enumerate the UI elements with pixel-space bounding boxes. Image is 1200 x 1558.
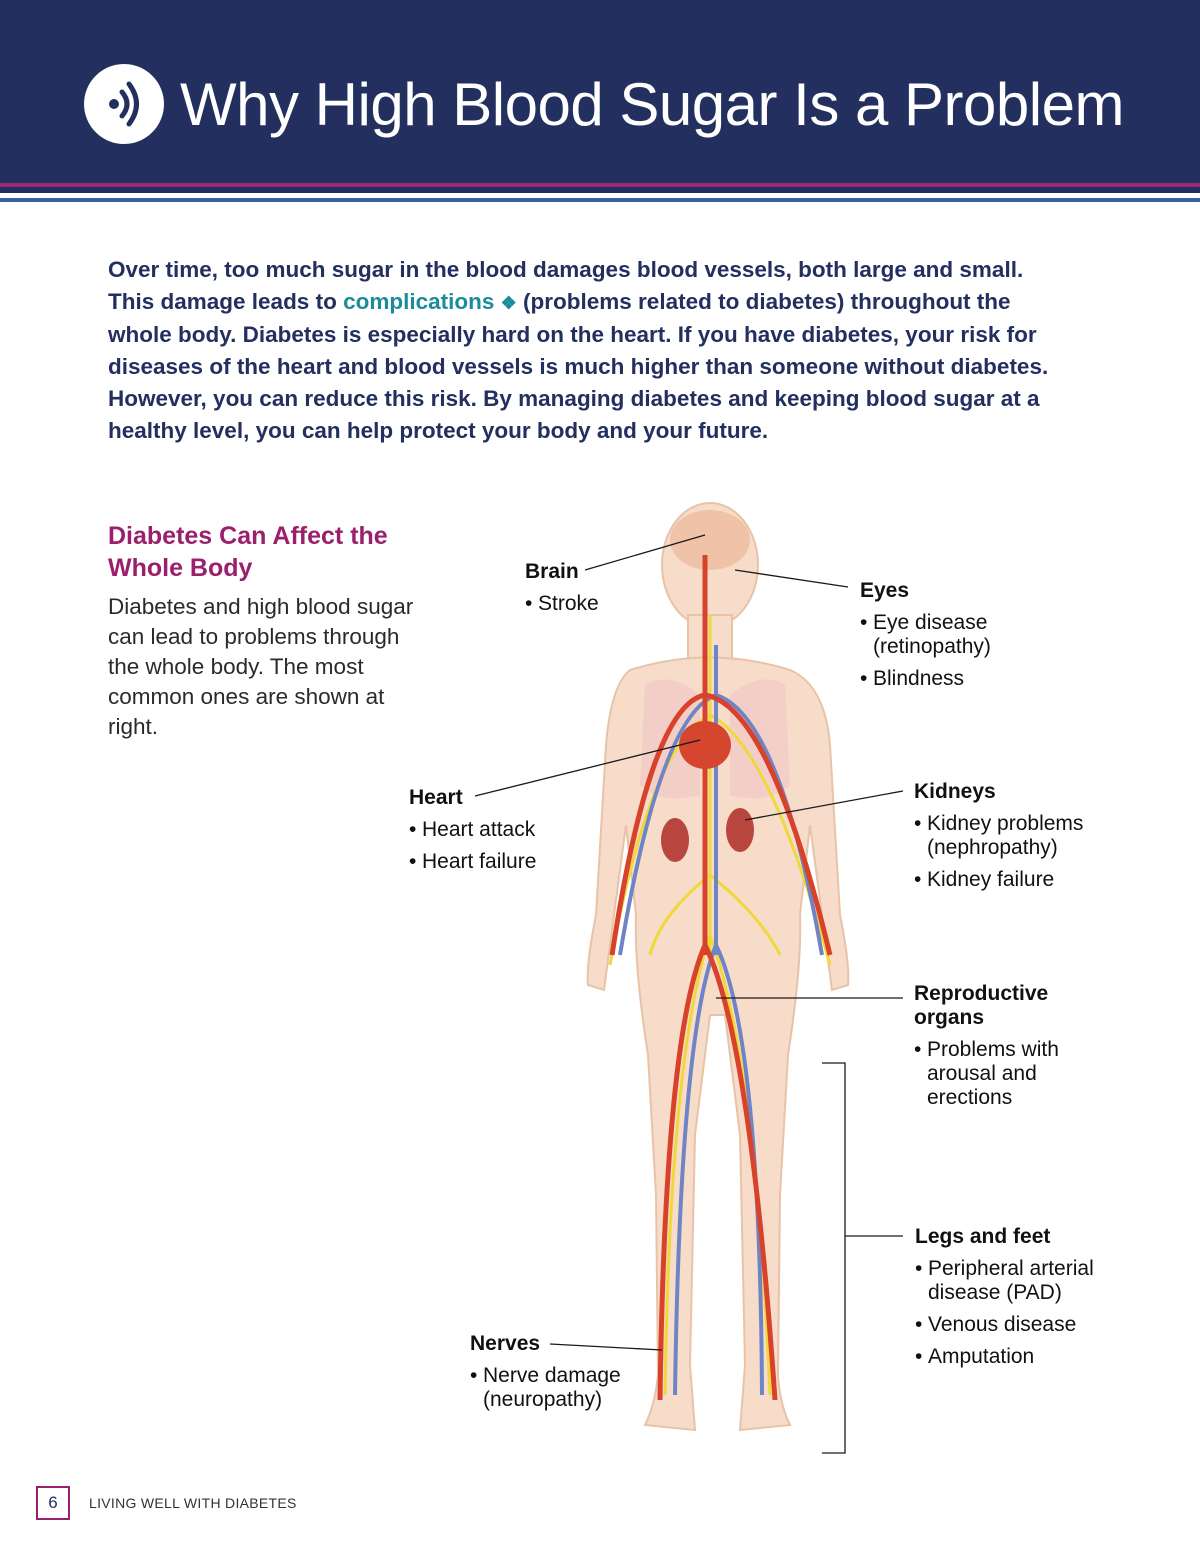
heart-shape bbox=[679, 721, 731, 769]
section-body: Diabetes and high blood sugar can lead to problems through the whole body. The most common ones are shown at right. bbox=[108, 594, 414, 739]
callout-brain-title: Brain bbox=[525, 560, 579, 583]
callout-legs-item: • Venous disease bbox=[915, 1313, 1130, 1337]
callout-nerves-item: • Nerve damage (neuropathy) bbox=[470, 1364, 640, 1412]
callout-eyes-item: • Blindness bbox=[860, 667, 1040, 691]
header-stripe-navy bbox=[0, 187, 1200, 193]
intro-text-1: Over time, too much sugar in the blood damages blood vessels, both large and small. This damage leads to bbox=[108, 257, 1024, 314]
callout-reproductive-title: Reproductive organs bbox=[914, 982, 1049, 1029]
callout-brain-item: • Stroke bbox=[525, 592, 725, 616]
header-stripe-blue bbox=[0, 198, 1200, 202]
callout-nerves bbox=[470, 1332, 640, 1420]
human-body-illustration bbox=[540, 495, 900, 1455]
callout-kidneys bbox=[914, 780, 1114, 900]
callout-legs bbox=[915, 1225, 1130, 1377]
callout-reproductive-item: • Problems with arousal and erections bbox=[914, 1038, 1064, 1110]
audio-play-icon[interactable] bbox=[84, 64, 164, 144]
intro-text-2: (problems related to diabetes) throughout the whole body. Diabetes is especially hard on the heart. If you have diabetes, your risk for diseases of the heart and blood vessels is much higher than someone without diabetes. However, you can reduce this risk. By managing diabetes and keeping blood sugar at a healthy level, you can help protect your body and your future. bbox=[108, 289, 1049, 443]
page-number: 6 bbox=[36, 1486, 70, 1520]
callout-eyes-title: Eyes bbox=[860, 579, 910, 602]
glossary-icon: ❖ bbox=[500, 293, 517, 313]
callout-legs-item: • Amputation bbox=[915, 1345, 1130, 1369]
callout-nerves-title: Nerves bbox=[470, 1332, 541, 1355]
page-title: Why High Blood Sugar Is a Problem bbox=[180, 71, 1124, 138]
callout-heart-item: • Heart attack bbox=[409, 818, 569, 842]
glossary-link-complications[interactable]: complications bbox=[343, 289, 495, 314]
callout-brain bbox=[525, 560, 725, 624]
callout-legs-title: Legs and feet bbox=[915, 1225, 1051, 1248]
callout-kidneys-item: • Kidney failure bbox=[914, 868, 1114, 892]
callout-heart-title: Heart bbox=[409, 786, 463, 809]
publication-title: LIVING WELL WITH DIABETES bbox=[89, 1495, 297, 1511]
callout-reproductive bbox=[914, 982, 1064, 1118]
body-silhouette bbox=[588, 503, 849, 1430]
callout-eyes bbox=[860, 579, 1040, 699]
callout-legs-item: • Peripheral arterial disease (PAD) bbox=[915, 1257, 1130, 1305]
intro-paragraph bbox=[108, 254, 1068, 447]
callout-kidneys-item: • Kidney problems (nephropathy) bbox=[914, 812, 1114, 860]
callout-heart bbox=[409, 786, 569, 882]
callout-heart-item: • Heart failure bbox=[409, 850, 569, 874]
section-heading: Diabetes Can Affect the Whole Body bbox=[108, 522, 388, 582]
callout-eyes-item: • Eye disease (retinopathy) bbox=[860, 611, 1040, 659]
callout-kidneys-title: Kidneys bbox=[914, 780, 996, 803]
